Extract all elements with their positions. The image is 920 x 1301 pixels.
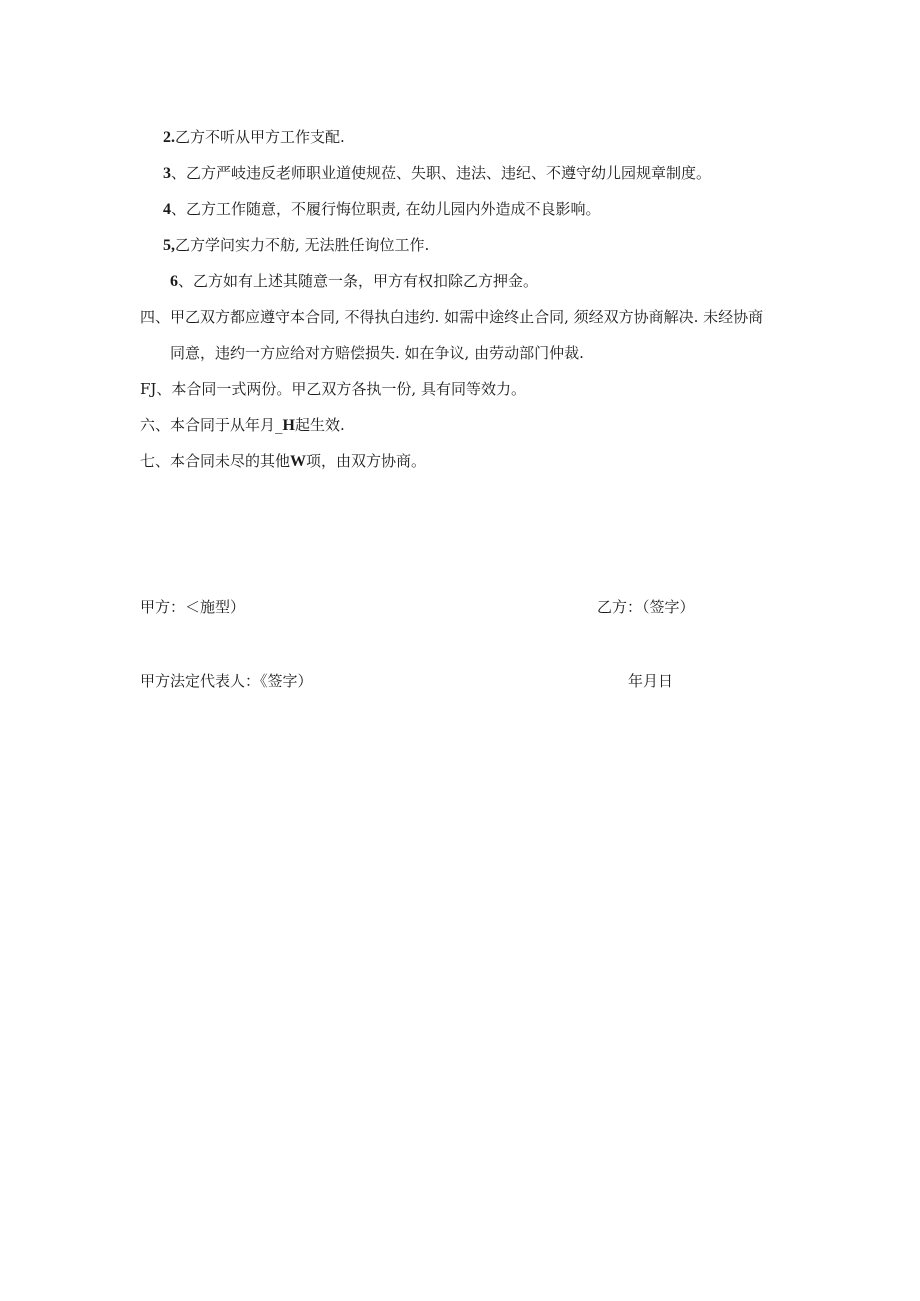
section-7 [140, 451, 426, 472]
section-4-line-2: 同意，违约一方应给对方赔偿损失. 如在争议, 由劳动部门仲裁. [170, 344, 584, 362]
legal-representative-signature-label: 甲方法定代表人：《签字） [140, 672, 313, 690]
section-4-line-1: 四、甲乙双方都应遵守本合同, 不得执白违约. 如需中途终止合同, 须经双方协商解决. 未经协商 [140, 308, 764, 326]
clause-item-6 [170, 271, 538, 292]
clause-item-5 [163, 235, 429, 256]
clause-number: 3 [163, 165, 171, 182]
section-6-text-end: 起生效. [294, 416, 345, 434]
section-6-text-start: 六、本合同于从年月_ [140, 416, 283, 434]
clause-item-3 [163, 163, 711, 184]
section-7-text-start: 七、本合同未尽的其他 [140, 452, 291, 470]
clause-item-4 [163, 199, 601, 220]
clause-text: 乙方学问实力不舫, 无法胜任询位工作. [175, 236, 430, 254]
clause-text: 、乙方如有上述其随意一条，甲方有权扣除乙方押金。 [178, 272, 539, 290]
section-5: FJ、本合同一式两份。甲乙双方各执一份, 具有同等效力。 [140, 380, 526, 398]
signature-date: 年月日 [628, 672, 674, 690]
clause-text: 、乙方严岐违反老师职业道使规莅、失职、违法、违纪、不遵守幼儿园规章制度。 [171, 164, 712, 182]
clause-number: 4 [163, 201, 171, 218]
party-a-signature-label: 甲方：＜施型） [140, 598, 246, 616]
section-6-bold-char: H [282, 417, 295, 434]
party-b-signature-label: 乙方：（签字） [597, 598, 695, 616]
section-6 [140, 415, 345, 436]
section-7-text-end: 项，由双方协商。 [306, 452, 427, 470]
clause-number: 2. [163, 129, 175, 146]
clause-item-2 [163, 127, 345, 148]
section-7-bold-char: W [290, 453, 307, 470]
clause-number: 5, [163, 237, 175, 254]
clause-text: 、乙方工作随意，不履行悔位职责, 在幼儿园内外造成不良影响。 [171, 200, 601, 218]
clause-text: 乙方不听从甲方工作支配. [175, 128, 345, 146]
clause-number: 6 [170, 273, 178, 290]
